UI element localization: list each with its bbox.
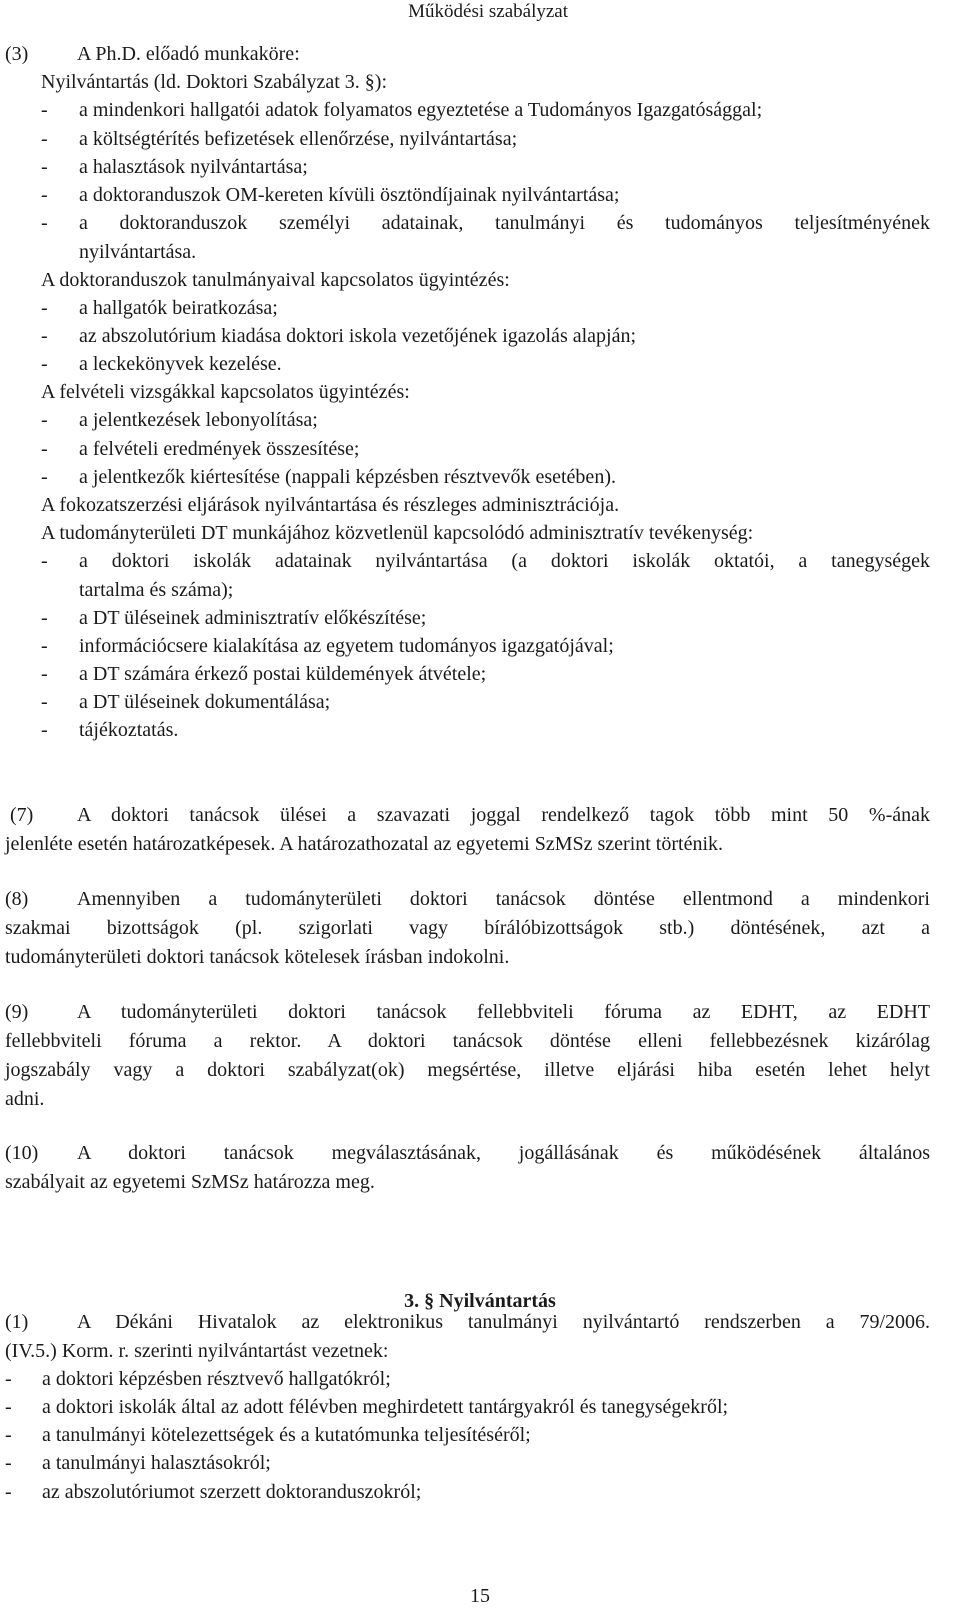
paragraph-number: (10)	[5, 1142, 39, 1164]
list-item: - a DT számára érkező postai küldemények átvétele;	[41, 663, 487, 685]
section-3-paragraph-1: (1) A Dékáni Hivatalok az elektronikus tanulmányi nyilvántartó rendszerben a 79/2006. (IV.5.) Korm. r. szerinti nyilvántartást vezetnek:	[5, 1308, 930, 1366]
list-item: - a DT üléseinek dokumentálása;	[41, 691, 331, 713]
paragraph-number: (7)	[10, 804, 34, 826]
paragraph-number: (8)	[5, 888, 29, 910]
list-item: - a jelentkezők kiértesítése (nappali képzésben résztvevők esetében).	[41, 466, 616, 488]
running-header: Működési szabályzat	[408, 1, 568, 22]
subsection-title: Nyilvántartás (ld. Doktori Szabályzat 3. §):	[41, 71, 388, 93]
list-item: - tájékoztatás.	[41, 719, 179, 741]
list-item: - a doktori képzésben résztvevő hallgatókról;	[5, 1368, 391, 1390]
paragraph-number: (1)	[5, 1311, 29, 1333]
list-item: - a leckekönyvek kezelése.	[41, 353, 282, 375]
paragraph-number: (3)	[5, 43, 29, 65]
subsection-title: A tudományterületi DT munkájához közvetlenül kapcsolódó adminisztratív tevékenység:	[41, 522, 754, 544]
list-item: - a költségtérítés befizetések ellenőrzése, nyilvántartása;	[41, 128, 518, 150]
list-item: - a doktoranduszok személyi adatainak, tanulmányi és tudományos teljesítményének nyilvántartása.	[41, 212, 930, 263]
paragraph-9: (9) A tudományterületi doktori tanácsok fellebbviteli fóruma az EDHT, az EDHT fellebbviteli fóruma a rektor. A doktori tanácsok döntése elleni fellebbezésnek kizárólag jogszabály vagy a doktori szabályzat(ok) megsértése, illetve eljárási hiba esetén lehet helyt adni.	[5, 998, 930, 1114]
list-item: - információcsere kialakítása az egyetem tudományos igazgatójával;	[41, 635, 614, 657]
paragraph-7: (7) A doktori tanácsok ülései a szavazati joggal rendelkező tagok több mint 50 %-ának jelenléte esetén határozatképesek. A határozathozatal az egyetemi SzMSz szerint történik.	[5, 801, 930, 859]
list-item: - a DT üléseinek adminisztratív előkészítése;	[41, 607, 427, 629]
list-item: - a felvételi eredmények összesítése;	[41, 438, 360, 460]
list-item: - a halasztások nyilvántartása;	[41, 156, 308, 178]
list-item: - a doktori iskolák adatainak nyilvántartása (a doktori iskolák oktatói, a tanegységek tartalma és száma);	[41, 550, 930, 601]
list-item: - a mindenkori hallgatói adatok folyamatos egyeztetése a Tudományos Igazgatósággal;	[41, 99, 763, 121]
list-item: - a tanulmányi halasztásokról;	[5, 1452, 271, 1474]
subsection-title: A fokozatszerzési eljárások nyilvántartása és részleges adminisztrációja.	[41, 494, 620, 516]
paragraph-8: (8) Amennyiben a tudományterületi doktori tanácsok döntése ellentmond a mindenkori szakmai bizottságok (pl. szigorlati vagy bírálóbizottságok stb.) döntésének, azt a tudományterületi doktori tanácsok kötelesek írásban indokolni.	[5, 885, 930, 972]
page-number: 15	[470, 1585, 490, 1607]
paragraph-title: A Ph.D. előadó munkaköre:	[77, 43, 300, 65]
list-item: - az abszolutóriumot szerzett doktoranduszokról;	[5, 1481, 422, 1503]
section-title: 3. § Nyilvántartás	[404, 1290, 556, 1312]
section-3-heading	[5, 40, 300, 69]
list-item: - a doktoranduszok OM-kereten kívüli ösztöndíjainak nyilvántartása;	[41, 184, 620, 206]
subsection-title: A doktoranduszok tanulmányaival kapcsolatos ügyintézés:	[41, 269, 510, 291]
subsection-title: A felvételi vizsgákkal kapcsolatos ügyintézés:	[41, 381, 410, 403]
paragraph-10: (10) A doktori tanácsok megválasztásának, jogállásának és működésének általános szabályait az egyetemi SzMSz határozza meg.	[5, 1139, 930, 1197]
list-item: - a doktori iskolák által az adott félévben meghirdetett tantárgyakról és tanegységekről;	[5, 1396, 729, 1418]
list-item: - a hallgatók beiratkozása;	[41, 297, 278, 319]
list-item: - a tanulmányi kötelezettségek és a kutatómunka teljesítéséről;	[5, 1424, 531, 1446]
list-item: - az abszolutórium kiadása doktori iskola vezetőjének igazolás alapján;	[41, 325, 637, 347]
paragraph-number: (9)	[5, 1001, 29, 1023]
list-item: - a jelentkezések lebonyolítása;	[41, 409, 318, 431]
